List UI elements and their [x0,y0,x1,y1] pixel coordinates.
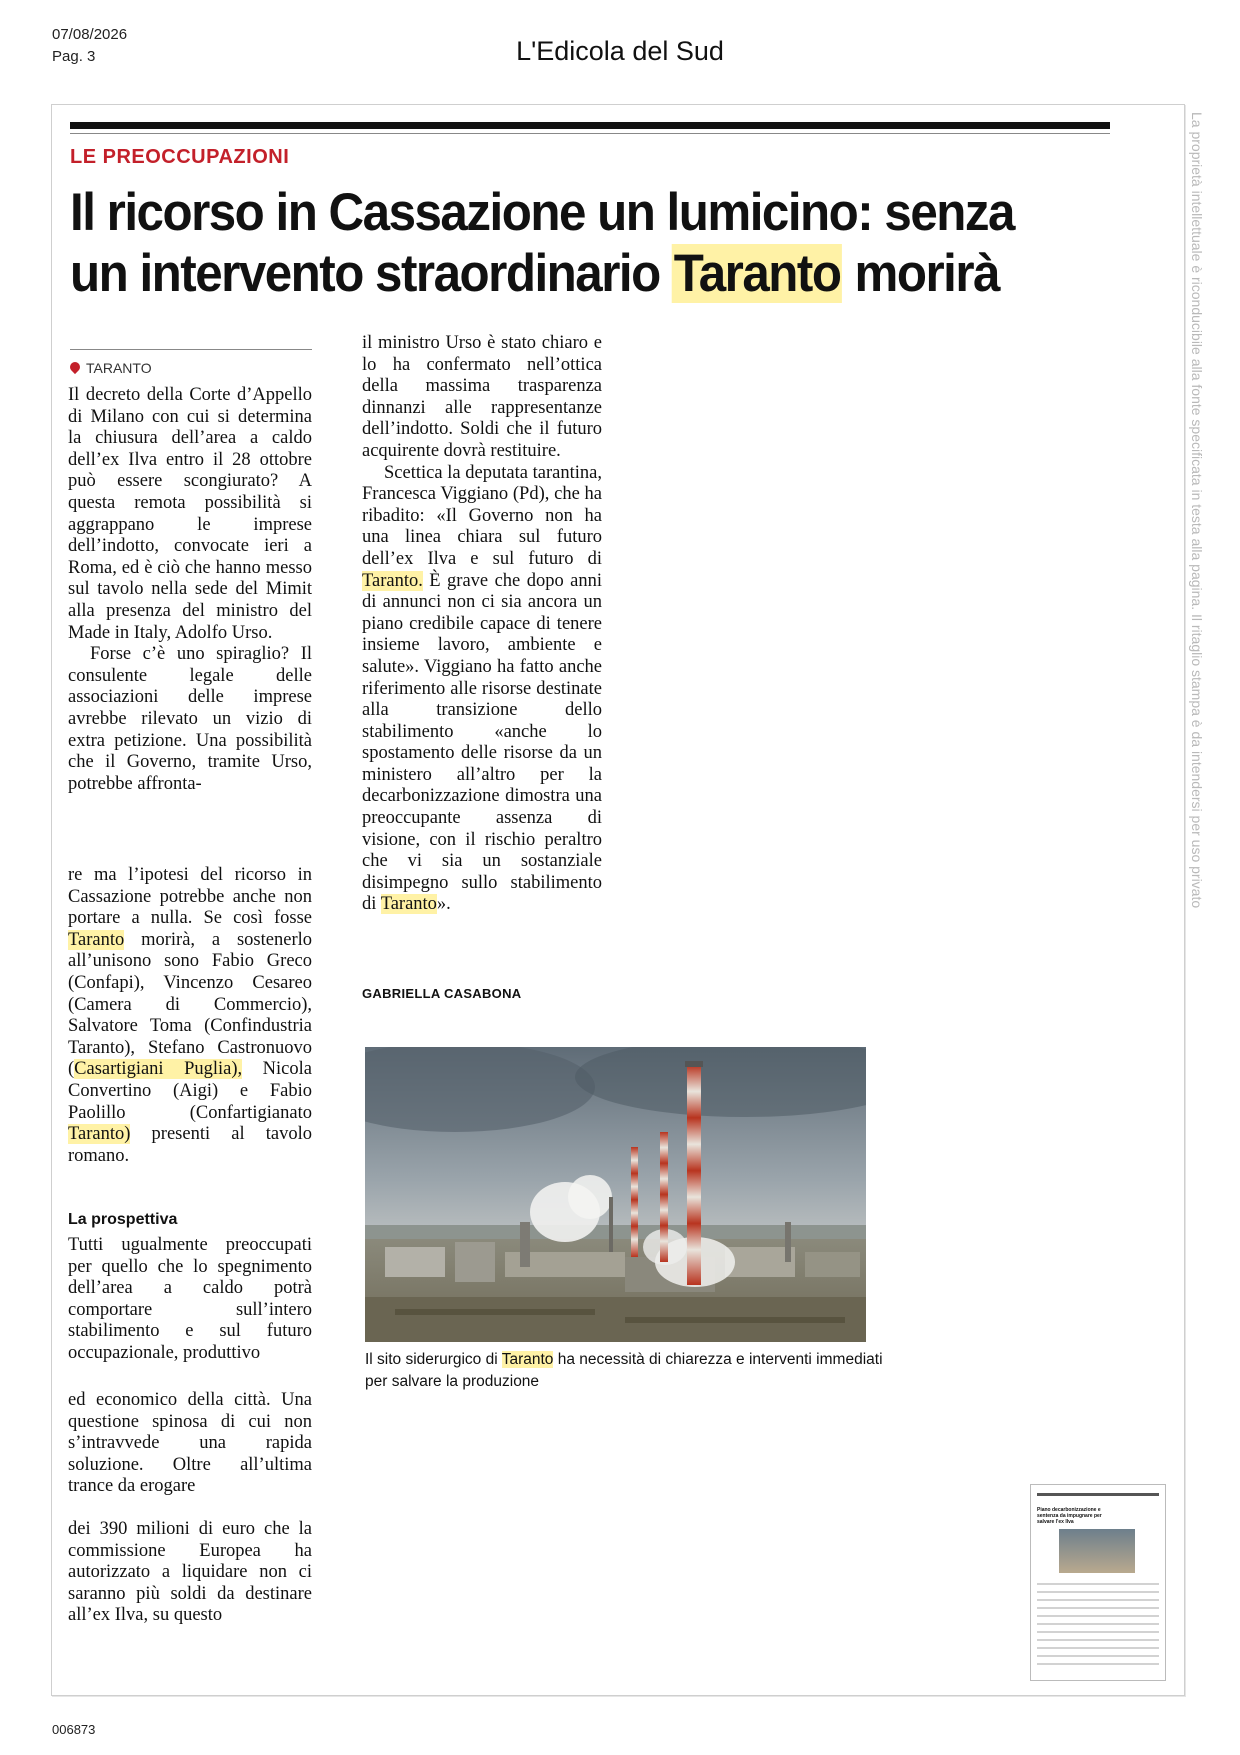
body-column-1b [68,865,312,1167]
headline-part-2: morirà [842,244,1000,303]
thumbnail-text-line [1037,1623,1159,1625]
highlight-casartigiani: Casartigiani Puglia), [74,1059,243,1080]
top-rule-thin [70,133,1110,134]
publication-title: L'Edicola del Sud [516,36,724,66]
headline-highlight: Taranto [673,244,841,303]
paragraph: il ministro Urso è stato chiaro e lo ha confermato nell’ottica della massima trasparenza dinnanzi alle rappresentanze dell’indotto. Soldi che il futuro acquirente dovrà restituire. [362,333,602,461]
location-rule [70,349,312,350]
paragraph [68,865,312,1167]
text-run: ». [436,894,451,915]
thumbnail-text-line [1037,1583,1159,1585]
dateline [70,360,152,376]
steelworks-photo [365,1047,866,1342]
body-column-2 [362,333,602,916]
paragraph: Forse c’è uno spiraglio? Il consulente legale delle associazioni delle imprese avrebbe rilevato un vizio di extra petizione. Una possibilità che il Governo, tramite Urso, potrebbe affronta- [68,644,312,794]
highlight-taranto: Taranto) [68,1124,131,1145]
subheading: La prospettiva [68,1211,178,1228]
body-column-1c [68,1235,312,1365]
byline: GABRIELLA CASABONA [362,986,522,1001]
paragraph: Tutti ugualmente preoccupati per quello che lo spegnimento dell’area a caldo potrà comportare sull’intero stabilimento e sul futuro occupazionale, produttivo [68,1235,312,1363]
thumbnail-text-line [1037,1607,1159,1609]
thumbnail-rule [1037,1493,1159,1496]
thumbnail-text-line [1037,1639,1159,1641]
dateline-text: TARANTO [86,360,152,376]
highlight-taranto: Taranto [68,929,125,950]
location-pin-icon [68,360,82,374]
thumbnail-title: Piano decarbonizzazione e sentenza da impugnare per salvare l’ex Ilva [1037,1507,1102,1525]
body-column-1e [68,1519,312,1627]
text-run: re ma l’ipotesi del ricorso in Cassazione potrebbe anche non portare a nulla. Se così fosse [68,865,312,929]
caption-text: Il sito siderurgico di [365,1351,502,1368]
text-run: Scettica la deputata tarantina, Francesca Viggiano (Pd), che ha ribadito: «Il Governo non ha una linea chiara sul futuro dell’ex Ilva e sul futuro di [362,462,602,569]
caption-text: ha necessità di chiarezza e interventi immediati per salvare la produzione [365,1351,883,1390]
photo-caption [365,1349,885,1393]
paragraph: Il decreto della Corte d’Appello di Milano con cui si determina la chiusura dell’area a caldo dell’ex Ilva entro il 28 ottobre può essere scongiurato? A questa remota possibilità si aggrappano le imprese dell’indotto, convocate ieri a Roma, ed è ciò che hanno messo sul tavolo nella sede del Mimit alla presenza del ministro del Made in Italy, Adolfo Urso. [68,385,312,643]
thumbnail-text-line [1037,1655,1159,1657]
thumbnail-text-line [1037,1631,1159,1633]
header-date: 07/08/2026 [52,26,128,43]
thumbnail-photo [1059,1529,1135,1573]
highlight-taranto: Taranto [380,894,437,915]
thumbnail-text-line [1037,1599,1159,1601]
article-kicker: LE PREOCCUPAZIONI [70,146,290,168]
text-run: Nicola Convertino (Aigi) e Fabio Paolillo (Confartigianato [68,1059,312,1123]
paragraph: ed economico della città. Una questione spinosa di cui non s’intravvede una rapida soluzione. Oltre all’ultima trance da erogare [68,1390,312,1497]
body-column-1a [68,385,312,795]
body-column-1d [68,1390,312,1498]
footer-code: 006873 [52,1722,96,1737]
thumbnail-text-line [1037,1663,1159,1665]
text-run: È grave che dopo anni di annunci non ci sia ancora un piano credibile capace di tenere insieme lavoro, ambiente e salute». Viggiano ha fatto anche riferimento alle risorse destinate alla transizione dello stabilimento «anche lo spostamento delle risorse da un ministero all’altro per la decarbonizzazione dimostra una preoccupante assenza di visione, con il rischio peraltro che vi sia un sostanziale disimpegno sullo stabilimento di [362,570,602,915]
paragraph [362,463,602,916]
caption-highlight: Taranto [501,1351,554,1368]
header-page-number: Pag. 3 [52,48,96,65]
headline-part-1: Il ricorso in Cassazione un lumicino: senza un intervento straordinario [70,183,1014,303]
article-headline [70,182,1056,304]
thumbnail-text-line [1037,1647,1159,1649]
highlight-taranto: Taranto. [362,570,423,591]
text-run: morirà, a sostenerlo all’unisono sono Fabio Greco (Confapi), Vincenzo Cesareo (Camera di Commercio), Salvatore Toma (Confindustria Taranto), Stefano Castronuovo ( [68,929,312,1080]
thumbnail-text-line [1037,1591,1159,1593]
thumbnail-text-line [1037,1615,1159,1617]
top-rule [70,122,1110,129]
paragraph: dei 390 milioni di euro che la commissione Europea ha autorizzato a liquidare non ci saranno più soldi da destinare all’ex Ilva, su questo [68,1519,312,1626]
copyright-text: La proprietà intellettuale è riconducibile alla fonte specificata in testa alla pagina. Il ritaglio stampa è da intendersi per uso privato [1189,112,1205,909]
steelworks-photo-svg [365,1047,866,1342]
text-run: presenti al tavolo romano. [68,1124,312,1166]
page-thumbnail [1030,1484,1166,1681]
copyright-side-note [1189,112,1207,1112]
